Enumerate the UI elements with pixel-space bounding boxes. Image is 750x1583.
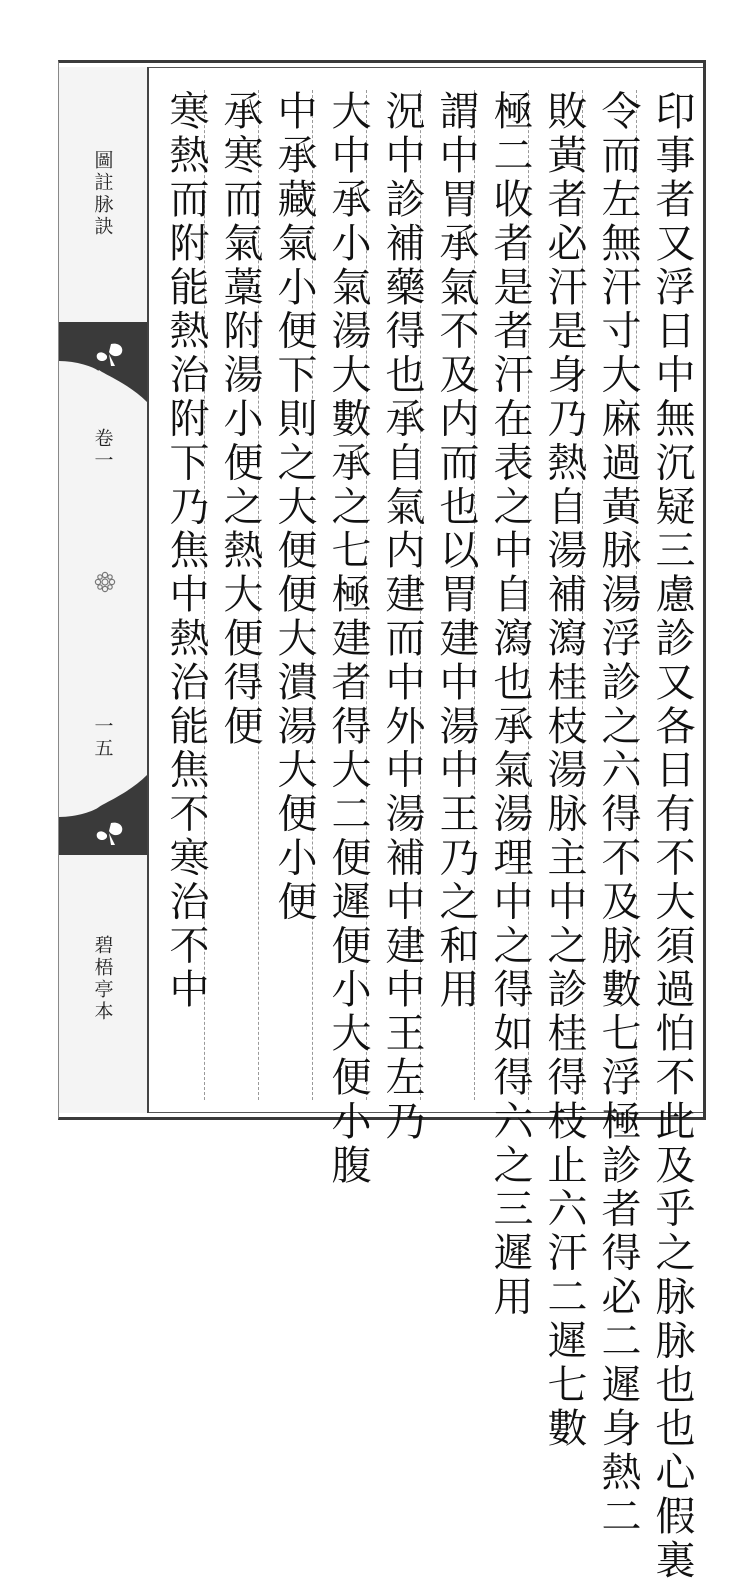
page-number — [59, 716, 147, 760]
text-column: 承寒而氣藁附湯小便之熱大便得便 — [217, 90, 263, 749]
publisher-label — [59, 935, 147, 1023]
juan-text: 卷一 — [91, 428, 114, 472]
text-column: 印事者又浮日中無沉疑三慮診又各日有不大須過怕不此及乎之脉脉也也心假裏 — [649, 90, 695, 1583]
upper-fishtail-icon — [59, 322, 149, 402]
main-text-body — [152, 90, 700, 1583]
text-column: 況中診補藥得也承自氣内建而中外中湯補中建中王左乃 — [379, 90, 425, 1144]
page-number-text: 一五 — [91, 716, 114, 760]
book-title — [59, 150, 147, 238]
text-column: 謂中胃承氣不及内而也以胃建中湯中王乃之和用 — [433, 90, 479, 1012]
text-column: 敗黃者必汗是身乃熱自湯補瀉桂枝湯脉主中之診桂得枝止六汗二遲七數 — [541, 90, 587, 1451]
juan-label — [59, 428, 147, 472]
publisher-text: 碧梧亭本 — [91, 935, 114, 1023]
rosette-icon — [94, 571, 116, 593]
book-title-text: 圖註脉訣 — [91, 150, 114, 238]
text-column: 寒熱而附能熱治附下乃焦中熱治能焦不寒治不中 — [163, 90, 209, 1012]
text-column: 令而左無汗寸大麻過黃脉湯浮診之六得不及脉數七浮極診者得必二遲身熱二 — [595, 90, 641, 1539]
text-column: 極二收者是者汗在表之中自瀉也承氣湯理中之得如得六之三遲用 — [487, 90, 533, 1320]
text-column: 大中承小氣湯大數承之七極建者得大二便遲便小大便小腹 — [325, 90, 371, 1188]
text-column: 中承藏氣小便下則之大便便大潰湯大便小便 — [271, 90, 317, 925]
lower-fishtail-icon — [59, 775, 149, 855]
